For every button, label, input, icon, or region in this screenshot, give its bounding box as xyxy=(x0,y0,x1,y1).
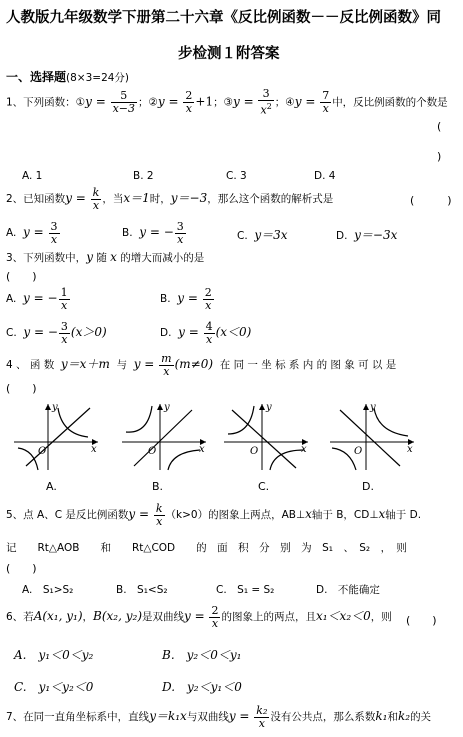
q4-graph-c xyxy=(222,400,312,472)
question-2: 2、已知函数y = $\frac{k}{x}$ ，当x＝1时，y＝−3，那么这个函数的解析式是 xyxy=(6,185,334,212)
q1-option-d: D. 4 xyxy=(314,170,336,182)
q1-f2-tail: +1 xyxy=(195,94,214,109)
page-title-line2: 步检测１附答案 xyxy=(178,46,280,62)
q4-graph-d-label: D. xyxy=(362,480,374,493)
q1-prefix: 1、下列函数： xyxy=(6,96,76,109)
q4-graph-d xyxy=(328,400,418,472)
section-label: 一、选择题 xyxy=(6,70,67,84)
q1-f4-label: ④ xyxy=(285,96,295,109)
svg-text:y: y xyxy=(370,402,376,413)
q4-hyperbola-frac: $\frac{m}{x}$ xyxy=(161,351,172,378)
page-title-line1: 人教版九年级数学下册第二十六章《反比例函数－－反比例函数》同 xyxy=(6,10,441,26)
q6-point-a: A(x₁, y₁) xyxy=(33,609,83,623)
q5-option-b: B. S₁<S₂ xyxy=(116,584,168,596)
q2-suffix: ，那么这个函数的解析式是 xyxy=(207,193,334,205)
q2-func-frac: $\frac{k}{x}$ xyxy=(92,185,100,212)
question-7: 7、在同一直角坐标系中，直线y＝k₁x与双曲线y = $\frac{\text{k₂}}{x}$ 没有公共点，那么系数k₁和k₂的关 xyxy=(6,703,432,730)
svg-text:y: y xyxy=(52,402,58,413)
q5-option-c: C. S₁ = S₂ xyxy=(216,584,275,596)
q1-suffix: 中，反比例函数的个数是 xyxy=(332,96,448,109)
q1-f4-frac: $\frac{7}{x}$ xyxy=(322,88,330,115)
q6-option-c: C. y₁＜y₂＜0 xyxy=(14,680,94,694)
q4-graph-b-label: B. xyxy=(152,480,164,493)
q2-option-c: C. y＝3x xyxy=(237,228,288,242)
q3-option-b: B. y = $\frac{2}{x}$ xyxy=(160,285,212,312)
q4-graph-a xyxy=(12,400,102,472)
q5-line2: 记 Rt△AOB 和 Rt△COD 的 面 积 分 别 为 S₁ 、 S₂ ， 则 xyxy=(6,542,407,554)
q1-option-b: B. 2 xyxy=(133,170,154,182)
q6-option-d: D. y₂＜y₁＜0 xyxy=(162,680,242,694)
q1-f1-frac: $\frac{5}{x-3}$ xyxy=(112,88,135,115)
q4-line-eq: y＝x＋m xyxy=(60,357,110,371)
q2-option-d: D. y＝−3x xyxy=(336,228,398,242)
question-1: 1、下列函数：①y = $\frac{5}{x-3}$ ；②y = $\frac{2}{x}$ +1；③y = $\frac{3}{x^2}$ ；④y = $\frac{7}{x}$ 中，反比例函数的个数是 xyxy=(6,87,448,117)
q2-cond2: y＝−3 xyxy=(170,191,208,205)
question-3: 3、下列函数中，y 随 x 的增大而减小的是 xyxy=(6,250,205,264)
q1-f3-label: ③ xyxy=(223,96,234,109)
q5-paren: ( ) xyxy=(6,562,37,575)
q6-option-b: B. y₂＜0＜y₁ xyxy=(162,648,242,662)
q4-graph-d-origin: O xyxy=(354,446,363,457)
q1-f2-label: ② xyxy=(148,96,158,109)
q5-option-d: D. 不能确定 xyxy=(316,584,380,596)
q1-f1-lhs: y xyxy=(85,94,92,109)
q3-paren: ( ) xyxy=(6,270,37,283)
q1-option-a: A. 1 xyxy=(22,170,43,182)
svg-text:y: y xyxy=(266,402,272,413)
q4-graph-a-origin: O xyxy=(38,446,47,457)
q6-paren: ( ) xyxy=(406,614,437,627)
q2-prefix: 2、已知函数 xyxy=(6,193,66,205)
svg-text:y: y xyxy=(164,402,170,413)
question-4: 4 、 函 数 y＝x＋m 与 y = $\frac{m}{x}$ (m≠0) 在 同 一 坐 标 系 内 的 图 象 可 以 是 xyxy=(6,351,397,378)
section-meta: (8×3=24分) xyxy=(66,72,130,84)
q2-option-b: B. y = − $\frac{3}{x}$ xyxy=(122,219,184,246)
q2-cond1: x＝1 xyxy=(123,191,150,205)
q5-option-a: A. S₁>S₂ xyxy=(22,584,74,596)
q7-line-eq: y＝k₁x xyxy=(149,709,187,723)
q4-graph-c-origin: O xyxy=(250,446,259,457)
q6-point-b: B(x₂, y₂) xyxy=(93,609,142,623)
q1-f3-frac: $\frac{3}{x^2}$ xyxy=(260,87,272,117)
q4-graph-c-label: C. xyxy=(258,480,270,493)
question-6: 6、若A(x₁, y₁)，B(x₂, y₂)是双曲线y = $\frac{2}{x}$ 的图象上的两点，且x₁＜x₂＜0，则 xyxy=(6,603,392,630)
q4-graph-b xyxy=(120,400,210,472)
q2-option-a: A. y = $\frac{3}{x}$ xyxy=(6,219,58,246)
q3-option-d: D. y = $\frac{4}{x}$ (x＜0) xyxy=(160,319,252,346)
q5-func-frac: $\frac{k}{x}$ xyxy=(155,501,163,528)
q2-paren: ( ) xyxy=(410,194,452,207)
q7-hyperbola-frac: $\frac{\text{k₂}}{x}$ xyxy=(256,703,268,730)
svg-text:x: x xyxy=(199,444,205,455)
question-5: 5、点 A、C 是反比例函数y = $\frac{k}{x}$ （k>0）的图象上两点，AB⊥x轴于 B，CD⊥x轴于 D. xyxy=(6,501,422,528)
svg-text:x: x xyxy=(407,444,413,455)
q3-option-c: C. y = − $\frac{3}{x}$ (x＞0) xyxy=(6,319,107,346)
svg-text:x: x xyxy=(301,444,307,455)
svg-text:x: x xyxy=(91,444,97,455)
q4-graph-a-label: A. xyxy=(46,480,57,493)
q4-graph-b-origin: O xyxy=(148,446,157,457)
q4-paren: ( ) xyxy=(6,382,37,395)
section-heading xyxy=(6,68,129,85)
q1-option-c: C. 3 xyxy=(226,170,247,182)
q1-paren-close: ) xyxy=(437,150,442,163)
q3-option-a: A. y = − $\frac{1}{x}$ xyxy=(6,285,68,312)
q1-f2-frac: $\frac{2}{x}$ xyxy=(185,88,193,115)
q6-option-a: A. y₁＜0＜y₂ xyxy=(14,648,94,662)
q1-paren-open: ( xyxy=(437,120,442,133)
q1-f1-label: ① xyxy=(75,96,86,109)
q6-hyperbola-frac: $\frac{2}{x}$ xyxy=(211,603,219,630)
